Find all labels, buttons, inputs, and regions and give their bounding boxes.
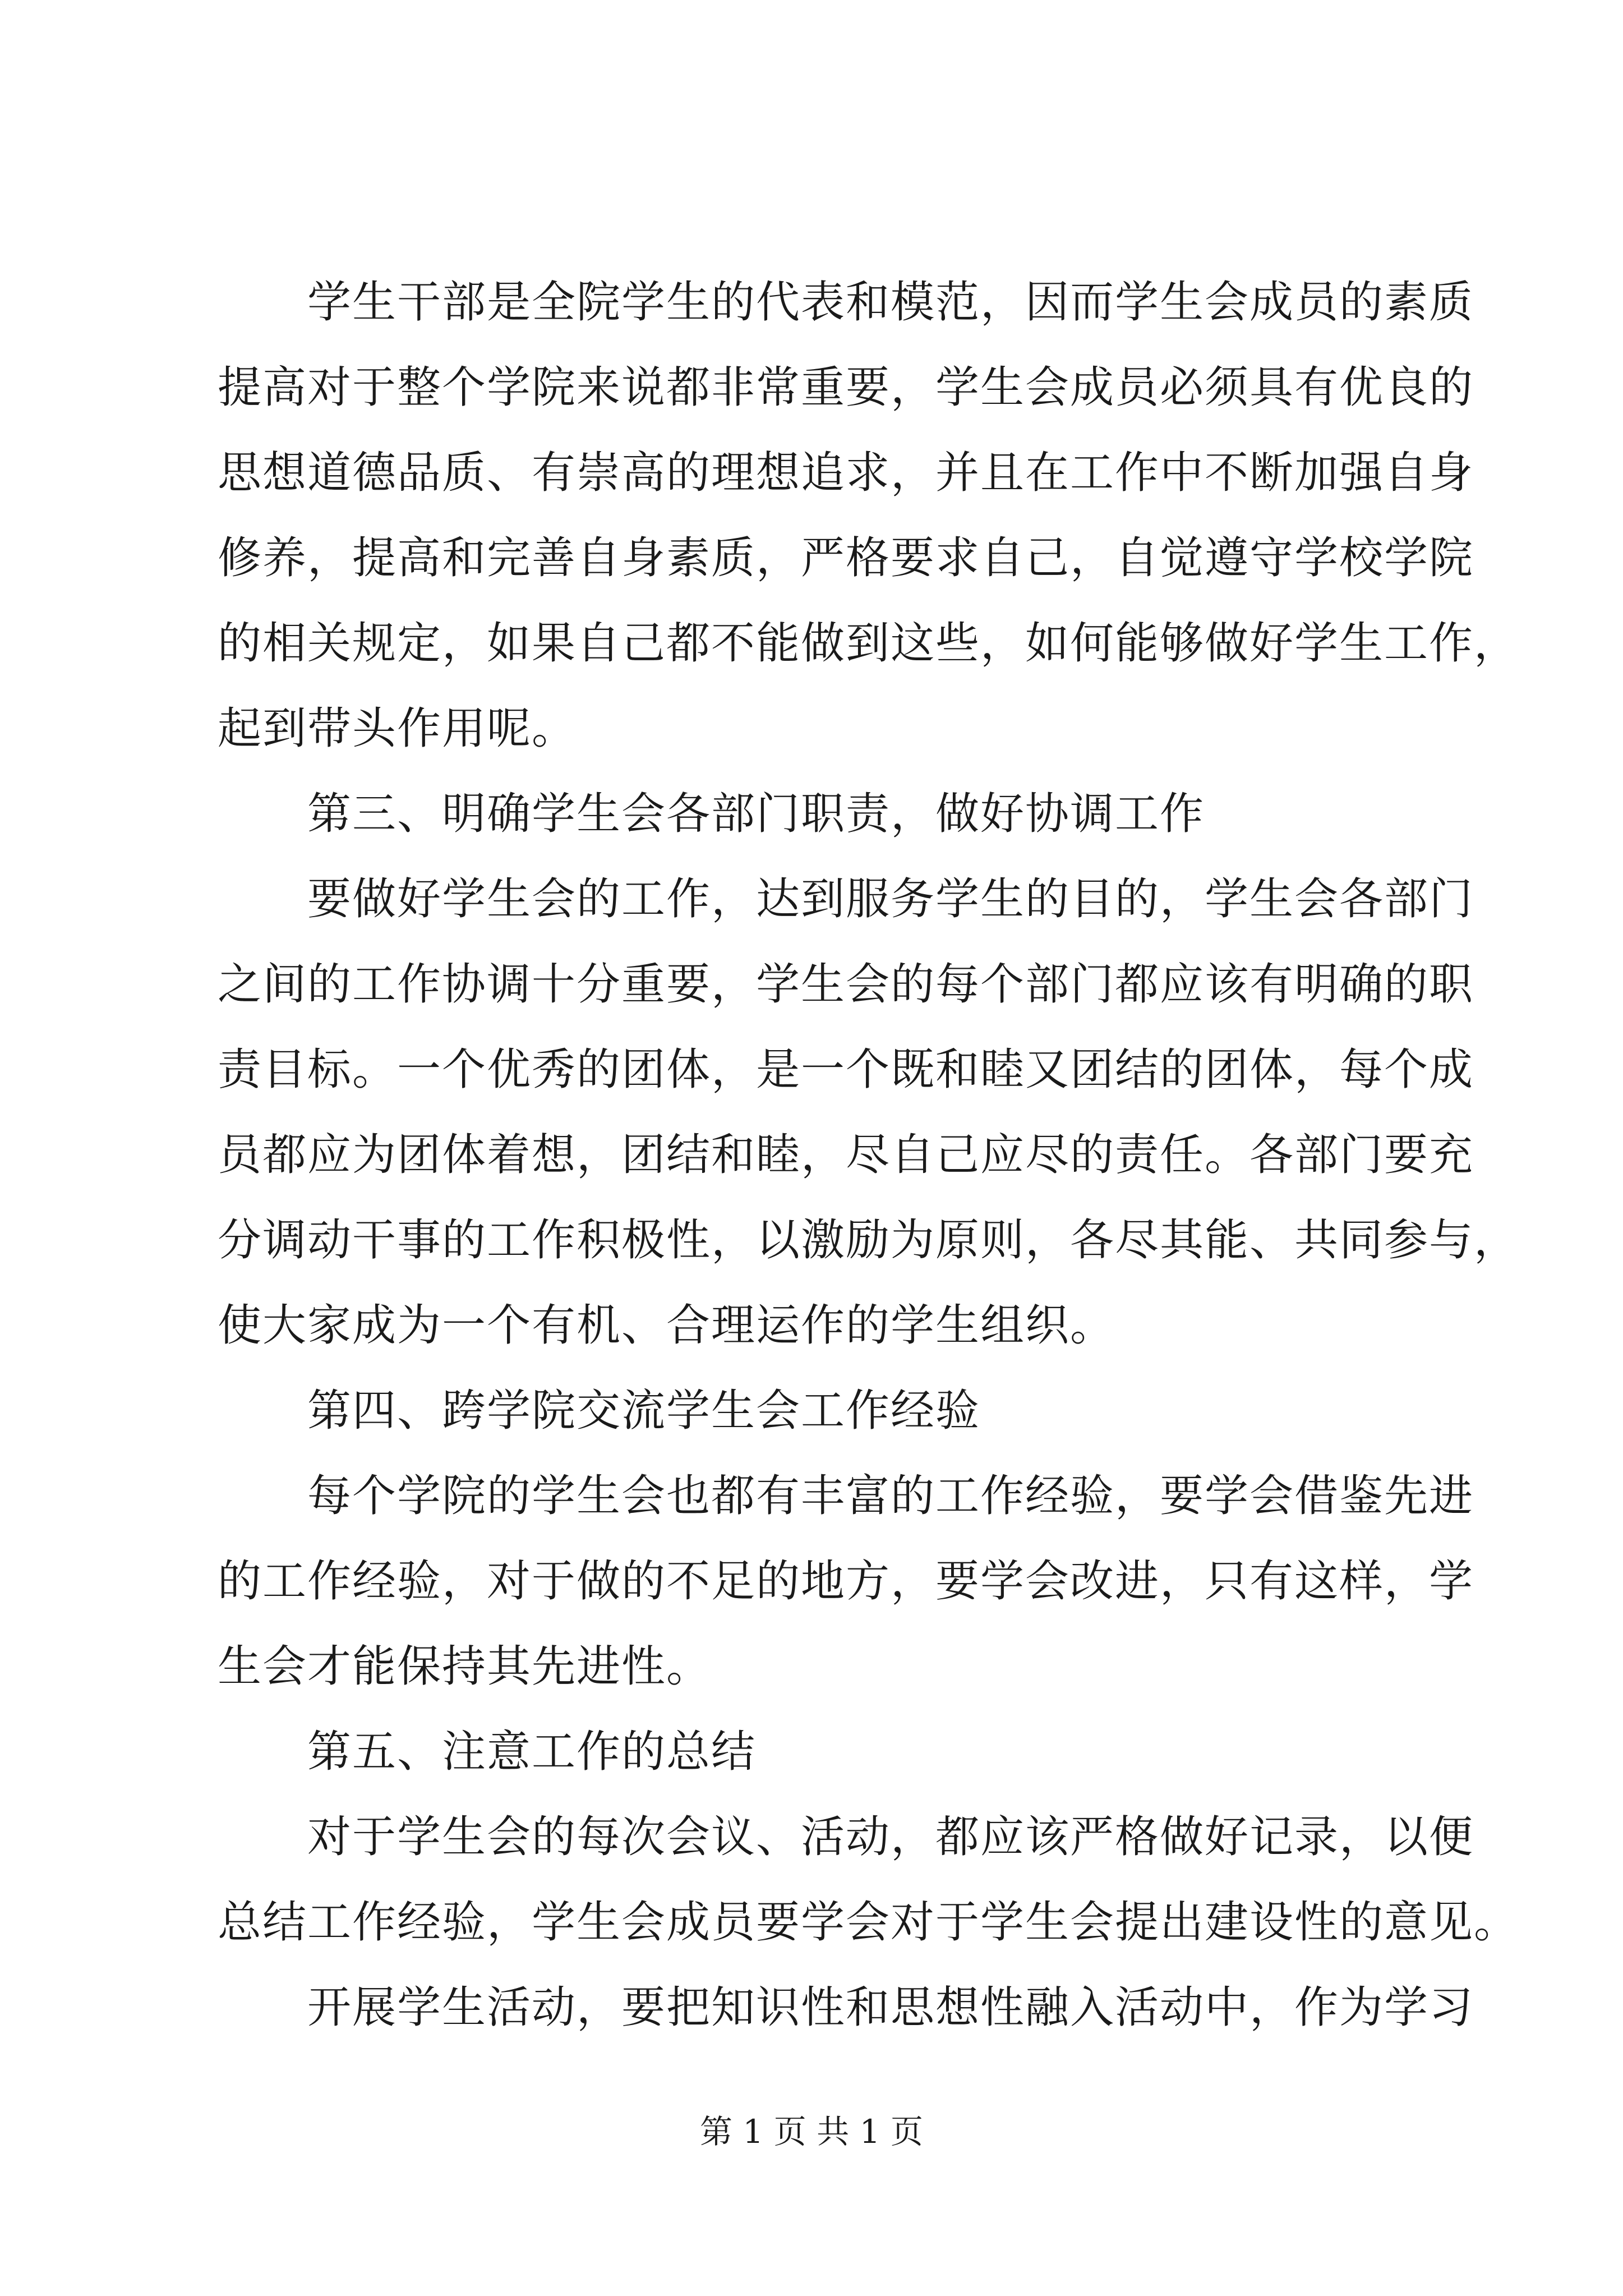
text-line: 开展学生活动，要把知识性和思想性融入活动中，作为学习 — [307, 1982, 1474, 2033]
text-line: 思想道德品质、有崇高的理想追求，并且在工作中不断加强自身 — [218, 448, 1474, 498]
text-line: 责目标。一个优秀的团体，是一个既和睦又团结的团体，每个成 — [218, 1045, 1474, 1095]
text-line: 总结工作经验，学生会成员要学会对于学生会提出建设性的意见。 — [218, 1897, 1519, 1948]
section-heading: 第三、明确学生会各部门职责，做好协调工作 — [307, 789, 1205, 839]
text-line: 生会才能保持其先进性。 — [218, 1641, 712, 1692]
page-number-footer: 第 1 页 共 1 页 — [700, 2113, 923, 2151]
text-line: 员都应为团体着想，团结和睦，尽自己应尽的责任。各部门要充 — [218, 1130, 1474, 1180]
text-line: 要做好学生会的工作，达到服务学生的目的，学生会各部门 — [307, 874, 1474, 924]
text-line: 的相关规定，如果自己都不能做到这些，如何能够做好学生工作， — [218, 618, 1519, 669]
text-line: 学生干部是全院学生的代表和模范，因而学生会成员的素质 — [307, 277, 1474, 328]
text-line: 分调动干事的工作积极性，以激励为原则，各尽其能、共同参与， — [218, 1215, 1519, 1266]
text-line: 每个学院的学生会也都有丰富的工作经验，要学会借鉴先进 — [307, 1471, 1474, 1521]
text-line: 对于学生会的每次会议、活动，都应该严格做好记录，以便 — [307, 1812, 1474, 1862]
document-body — [218, 260, 1519, 2050]
text-line: 提高对于整个学院来说都非常重要，学生会成员必须具有优良的 — [218, 362, 1474, 413]
text-line: 起到带头作用呢。 — [218, 703, 577, 754]
section-heading: 第四、跨学院交流学生会工作经验 — [307, 1386, 981, 1436]
section-heading: 第五、注意工作的总结 — [307, 1727, 757, 1777]
text-line: 修养，提高和完善自身素质，严格要求自己，自觉遵守学校学院 — [218, 533, 1474, 583]
text-line: 使大家成为一个有机、合理运作的学生组织。 — [218, 1300, 1115, 1351]
text-line: 的工作经验，对于做的不足的地方，要学会改进，只有这样，学 — [218, 1556, 1474, 1607]
text-line: 之间的工作协调十分重要，学生会的每个部门都应该有明确的职 — [218, 959, 1474, 1010]
